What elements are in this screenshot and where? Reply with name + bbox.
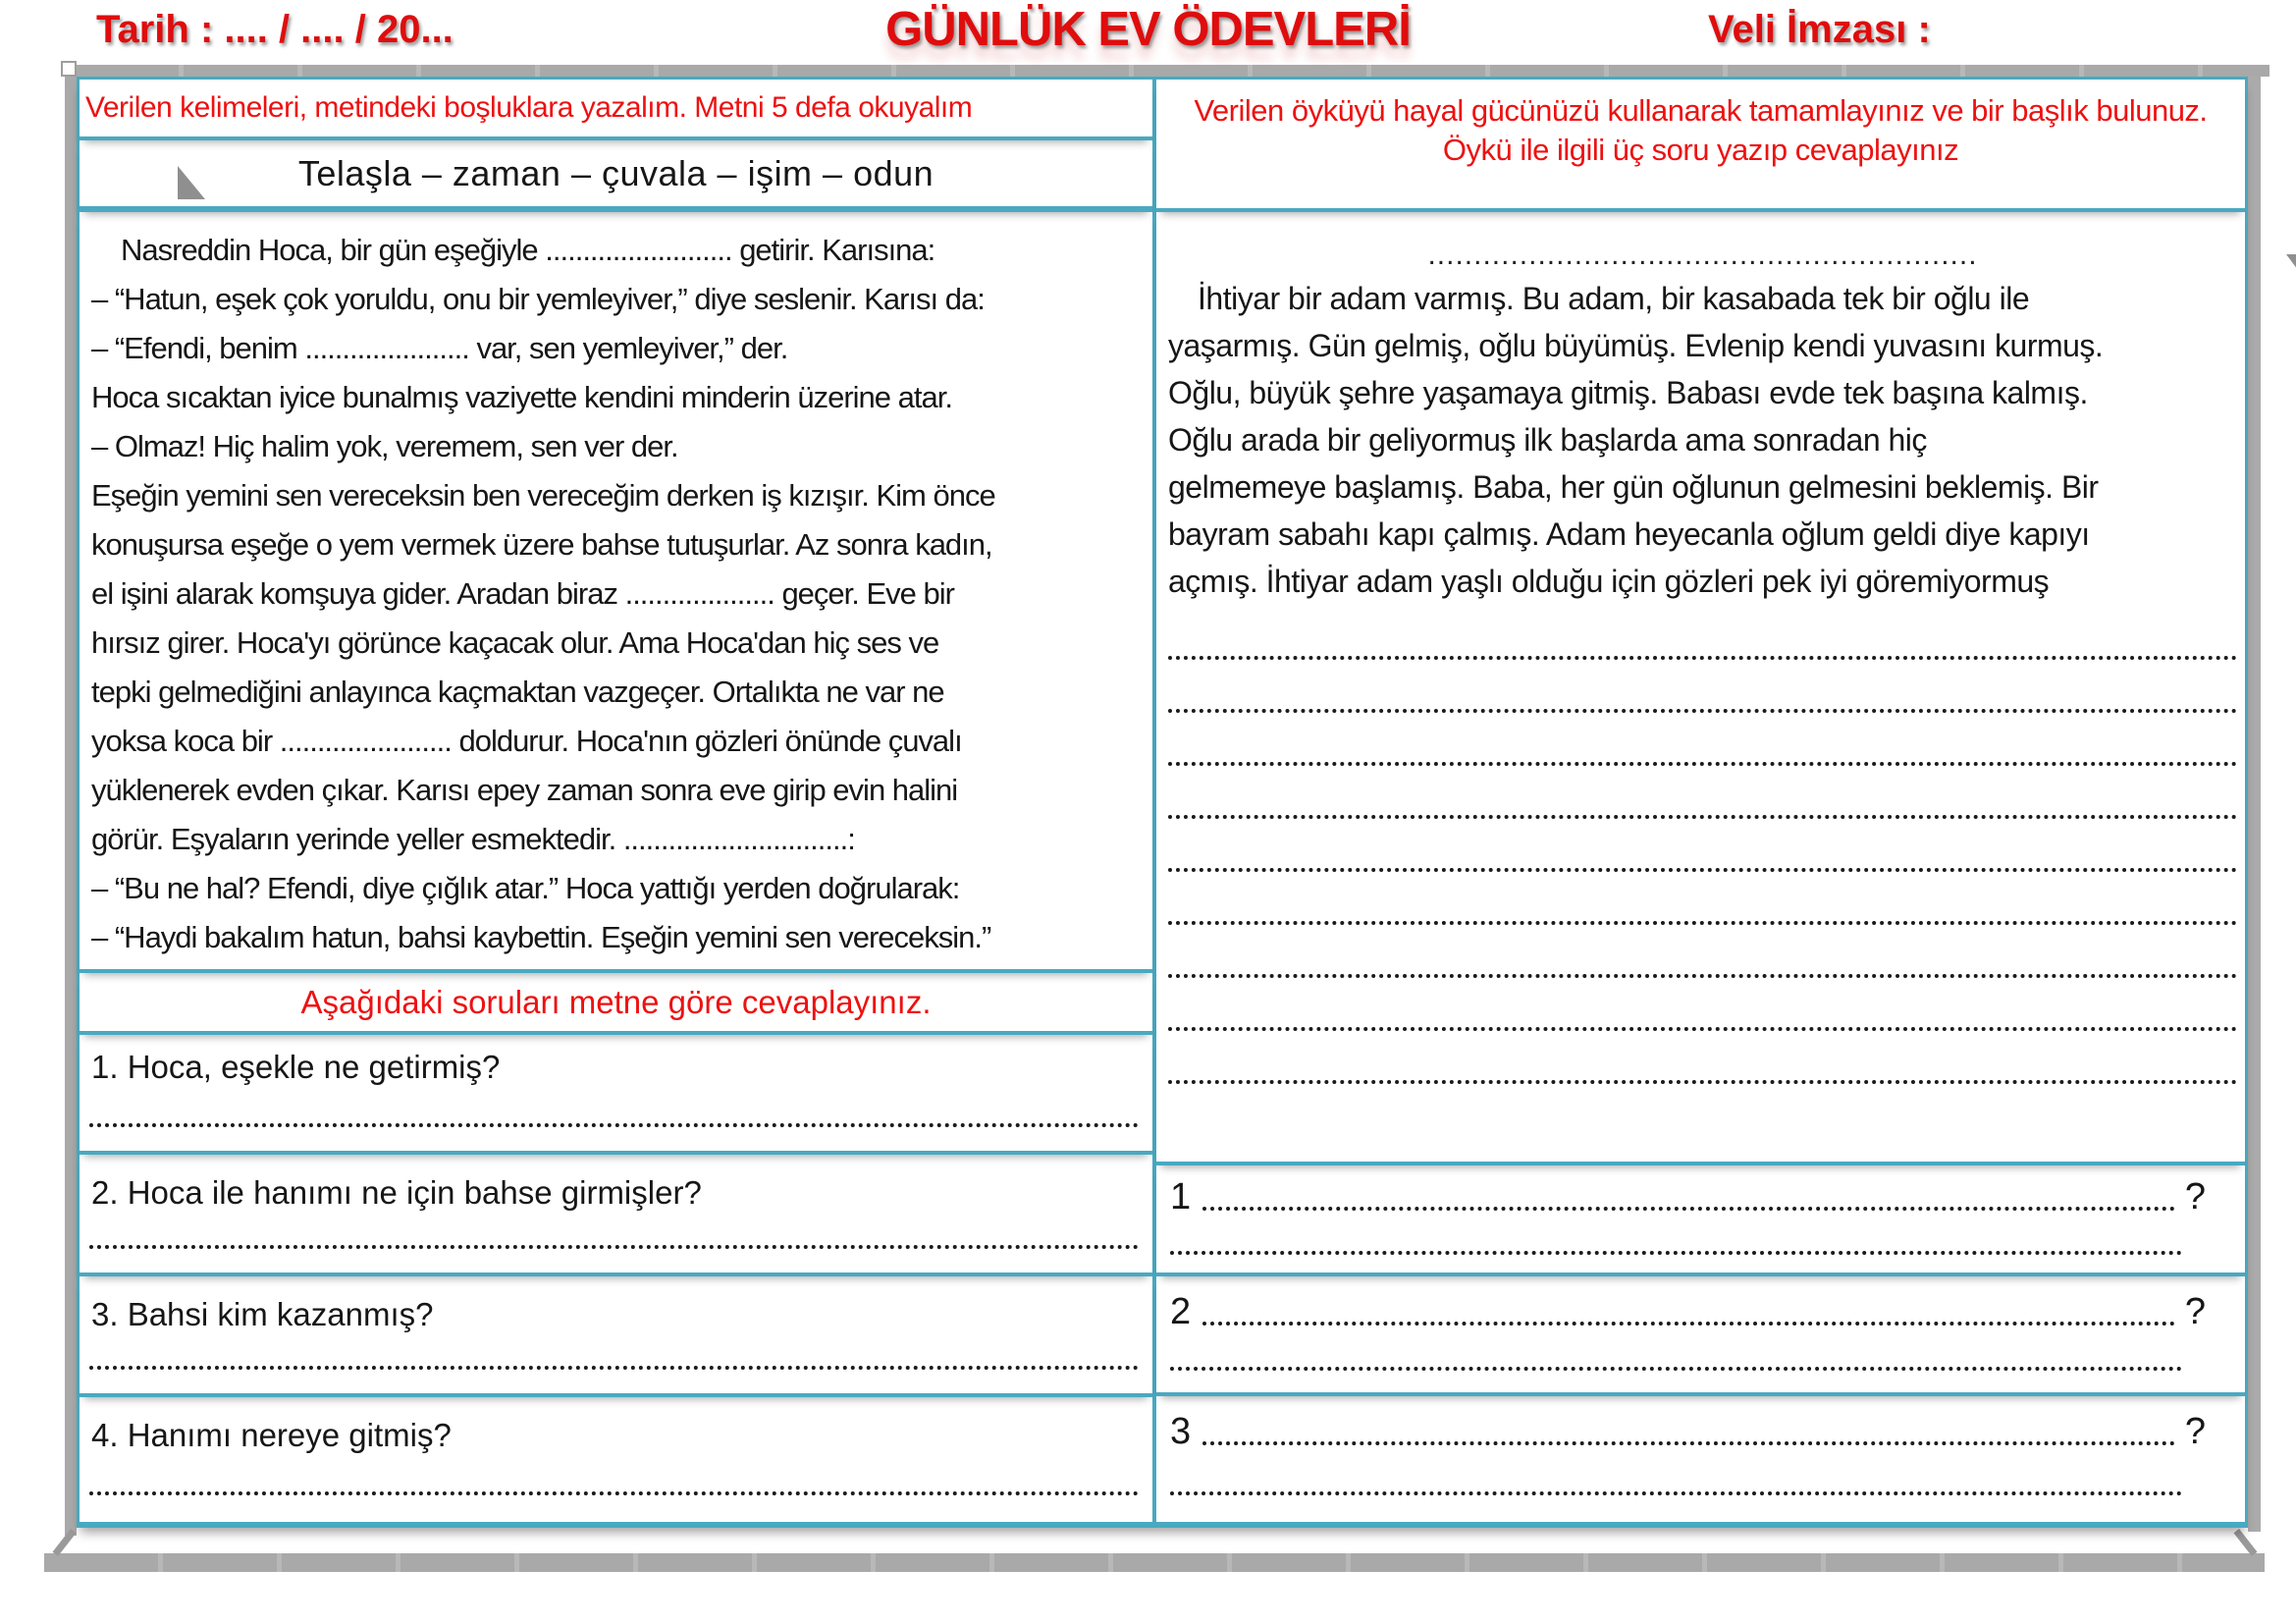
writing-line[interactable]: [1168, 656, 2237, 660]
right-column: [1156, 80, 2245, 1522]
table-top-shadow: [65, 65, 2269, 77]
story-line: – Olmaz! Hiç halim yok, veremem, sen ver der.: [91, 429, 678, 463]
question-write-line[interactable]: [1170, 1412, 2206, 1451]
question-number: 3: [1170, 1411, 1192, 1452]
numbered-question-row: [1156, 1276, 2245, 1396]
writing-line[interactable]: [1168, 762, 2237, 766]
writing-lines: [1168, 656, 2237, 1133]
story-line: açmış. İhtiyar adam yaşlı olduğu için gözleri pek iyi göremiyormuş: [1168, 564, 2050, 599]
table-move-handle-icon[interactable]: [61, 61, 77, 77]
worksheet-table: [77, 77, 2248, 1528]
page-title: GÜNLÜK EV ÖDEVLERİ: [885, 3, 1411, 56]
story-line: yoksa koca bir ....................... doldurur. Hoca'nın gözleri önünde çuvalı: [91, 724, 962, 758]
story-line: Oğlu, büyük şehre yaşamaya gitmiş. Babası evde tek başına kalmış.: [1168, 375, 2088, 410]
writing-line[interactable]: [1168, 868, 2237, 872]
writing-line[interactable]: [1168, 1027, 2237, 1031]
table-bottom-scroll-shadow: [44, 1553, 2265, 1572]
story-line: Oğlu arada bir geliyormuş ilk başlarda ama sonradan hiç: [1168, 422, 1927, 458]
story-line: – “Bu ne hal? Efendi, diye çığlık atar.” Hoca yattığı yerden doğrularak:: [91, 871, 960, 905]
date-label: Tarih : .... / .... / 20...: [96, 8, 454, 51]
story-line: tepki gelmediğini anlayınca kaçmaktan vazgeçer. Ortalıkta ne var ne: [91, 675, 944, 709]
writing-line[interactable]: [1168, 974, 2237, 978]
writing-line[interactable]: [1168, 921, 2237, 925]
story-line: gelmemeye başlamış. Baba, her gün oğlunun gelmesini beklemiş. Bir: [1168, 469, 2099, 505]
question-number: 1: [1170, 1176, 1192, 1218]
question-mark: ?: [2184, 1411, 2206, 1452]
question-label: 4. Hanımı nereye gitmiş?: [91, 1417, 452, 1453]
story-line: – “Efendi, benim ...................... var, sen yemleyiver,” der.: [91, 331, 788, 365]
table-left-shadow: [65, 65, 77, 1536]
story-line: görür. Eşyaların yerinde yeller esmektedir. ..............................:: [91, 822, 855, 856]
left-story-lines: [80, 212, 1152, 973]
question-write-line[interactable]: [1170, 1177, 2206, 1217]
story-line: – “Hatun, eşek çok yoruldu, onu bir yemleyiver,” diye seslenir. Karısı da:: [91, 282, 985, 316]
story-line: yüklenerek evden çıkar. Karısı epey zaman sonra eve girip evin halini: [91, 773, 958, 807]
question-row: [80, 1155, 1152, 1276]
story-line: Eşeğin yemini sen vereceksin ben vereceğim derken iş kızışır. Kim önce: [91, 478, 995, 513]
story-line: bayram sabahı kapı çalmış. Adam heyecanla oğlum geldi diye kapıyı: [1168, 516, 2090, 552]
right-story-lines: [1168, 275, 2237, 605]
story-line: el işini alarak komşuya gider. Aradan biraz .................... geçer. Eve bir: [91, 576, 954, 611]
question-dotted-blank[interactable]: [1202, 1207, 2175, 1211]
question-number: 2: [1170, 1291, 1192, 1332]
writing-line[interactable]: [1168, 815, 2237, 819]
story-line: konuşursa eşeğe o yem vermek üzere bahse tutuşurlar. Az sonra kadın,: [91, 527, 992, 562]
bottom-right-corner-mark-icon: [2234, 1529, 2258, 1556]
story-line: – “Haydi bakalım hatun, bahsi kaybettin. Eşeğin yemini sen vereceksin.”: [91, 920, 991, 954]
story-line: İhtiyar bir adam varmış. Bu adam, bir kasabada tek bir oğlu ile: [1198, 281, 2030, 316]
right-story-area: [1156, 212, 2245, 1165]
answer-line[interactable]: [89, 1366, 1139, 1370]
story-line: yaşarmış. Gün gelmiş, oğlu büyümüş. Evlenip kendi yuvasını kurmuş.: [1168, 328, 2104, 363]
story-line: Nasreddin Hoca, bir gün eşeğiyle ......................... getirir. Karısına:: [121, 233, 935, 267]
answer-line[interactable]: [89, 1123, 1139, 1127]
numbered-question-row: [1156, 1396, 2245, 1525]
answer-line[interactable]: [1170, 1491, 2182, 1495]
question-label: 3. Bahsi kim kazanmış?: [91, 1296, 434, 1332]
writing-line[interactable]: [1168, 1080, 2237, 1084]
question-row: [80, 1276, 1152, 1397]
question-mark: ?: [2184, 1176, 2206, 1218]
question-row: [80, 1035, 1152, 1155]
parent-signature-label: Veli İmzası :: [1708, 8, 1931, 51]
story-line: hırsız girer. Hoca'yı görünce kaçacak olur. Ama Hoca'dan hiç ses ve: [91, 625, 939, 660]
questions-header: Aşağıdaki soruları metne göre cevaplayınız.: [80, 973, 1152, 1035]
question-label: 1. Hoca, eşekle ne getirmiş?: [91, 1049, 501, 1085]
question-row: [80, 1397, 1152, 1525]
answer-line[interactable]: [89, 1491, 1139, 1495]
answer-line[interactable]: [89, 1245, 1139, 1249]
question-label: 2. Hoca ile hanımı ne için bahse girmişler?: [91, 1174, 702, 1211]
left-column: [80, 80, 1152, 1522]
question-dotted-blank[interactable]: [1202, 1441, 2175, 1445]
right-instruction: Verilen öyküyü hayal gücünüzü kullanarak tamamlayınız ve bir başlık bulunuz. Öykü ile ilgili üç soru yazıp cevaplayınız: [1156, 80, 2245, 212]
table-right-shadow: [2248, 77, 2261, 1532]
story-line: Hoca sıcaktan iyice bunalmış vaziyette kendini minderin üzerine atar.: [91, 380, 952, 414]
question-write-line[interactable]: [1170, 1292, 2206, 1331]
answer-line[interactable]: [1170, 1251, 2182, 1255]
question-mark: ?: [2184, 1291, 2206, 1332]
word-bank: Telaşla – zaman – çuvala – işim – odun: [80, 140, 1152, 212]
left-instruction: Verilen kelimeleri, metindeki boşluklara yazalım. Metni 5 defa okuyalım: [80, 80, 1152, 140]
corner-fold-icon: [2286, 254, 2296, 294]
story-title-blank[interactable]: ............................................................: [1427, 239, 1978, 271]
answer-line[interactable]: [1170, 1367, 2182, 1371]
writing-line[interactable]: [1168, 709, 2237, 713]
numbered-question-row: [1156, 1165, 2245, 1276]
question-dotted-blank[interactable]: [1202, 1322, 2175, 1326]
